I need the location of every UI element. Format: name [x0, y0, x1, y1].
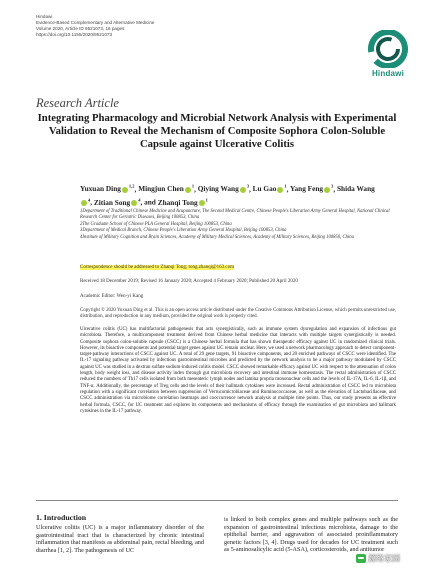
- correspondence-line: [80, 265, 380, 272]
- orcid-icon[interactable]: [240, 187, 246, 193]
- orcid-icon[interactable]: [324, 187, 330, 193]
- hindawi-logo[interactable]: [367, 30, 409, 78]
- author-name: Lu Gao: [252, 184, 277, 194]
- author-name: Shida Wang: [336, 184, 375, 194]
- article-type: Research Article: [36, 96, 119, 110]
- author-name: Yuxuan Ding: [80, 184, 121, 194]
- paper-title: Integrating Pharmacology and Microbial Network Analysis with Experimental Validation to Reveal the Mechanism of Composite Sophora Colon-Soluble Capsule against Ulcerative Colitis: [37, 112, 397, 150]
- watermark-text: 源络家园: [368, 554, 400, 563]
- author-8[interactable]: [158, 198, 208, 207]
- author-affiliation-mark: 1: [284, 184, 287, 189]
- hindawi-logo-icon: [367, 30, 409, 68]
- author-name: Zhanqi Tong: [157, 197, 198, 207]
- chat-icon: [356, 554, 366, 563]
- author-separator: ,: [249, 184, 253, 194]
- orcid-icon[interactable]: [185, 187, 191, 193]
- introduction-left-column: Ulcerative colitis (UC) is a major inflammatory disorder of the gastrointestinal tract that is characterized by chronic intestinal inflammation that manifests as abdominal pain, rectal bleeding, and diarrhea [1, 2]. The pathogenesis of UC: [36, 524, 204, 554]
- watermark: [356, 553, 400, 564]
- copyright-notice: Copyright © 2020 Yuxuan Ding et al. This is an open access article distributed under the Creative Commons Attribution License, which permits unrestricted use, distribution, and reproduction in any medium, provided the original work is properly cited.: [80, 308, 396, 320]
- affiliation-3: 3Department of Medical Branch, Chinese People's Liberation Army General Hospital, Beijing 100853, China: [80, 228, 287, 233]
- academic-editor: Academic Editor: Wen-yi Kang: [80, 294, 144, 299]
- orcid-icon[interactable]: [199, 200, 205, 206]
- author-affiliation-mark: 4: [88, 197, 91, 203]
- author-affiliation-mark: 1,2: [128, 184, 135, 189]
- orcid-icon[interactable]: [122, 187, 128, 193]
- introduction-heading: 1. Introduction: [36, 513, 87, 522]
- author-separator: , and: [140, 197, 158, 207]
- affiliation-2: 2The Graduate School of Chinese PLA General Hospital, Beijing 100853, China: [80, 221, 232, 227]
- author-5[interactable]: [290, 184, 333, 193]
- author-name: Yang Feng: [290, 184, 324, 194]
- affiliation-1: 1Department of Traditional Chinese Medicine and Acupuncture, The Second Medical Centre, Chinese People's Liberation Army General Hospital, National Clinical Research Center for Geriatric Diseases, Beijing 100853, China: [80, 209, 390, 220]
- author-affiliation-mark: 4: [138, 197, 141, 203]
- section-divider: [36, 500, 398, 501]
- author-separator: ,: [134, 184, 139, 194]
- author-affiliation-mark: 1: [205, 197, 208, 203]
- author-affiliation-mark: 3: [246, 184, 249, 189]
- author-4[interactable]: [253, 184, 287, 193]
- author-name: Qiying Wang: [197, 184, 239, 194]
- author-3[interactable]: [198, 184, 249, 193]
- logo-text: Hindawi: [371, 69, 405, 78]
- author-2[interactable]: [138, 184, 194, 193]
- author-separator: ,: [194, 184, 198, 194]
- orcid-icon[interactable]: [277, 187, 283, 193]
- publication-name: Evidence-Based Complementary and Alternative Medicine: [36, 20, 155, 25]
- author-separator: ,: [90, 197, 94, 207]
- abstract-text: Ulcerative colitis (UC) has multifactorial pathogenesis that acts synergistically, such as immune system dysregulation and expansion of infectious gut microbiota. Therefore, a multicomponent treatment derived from Chinese herbal medicine that interacts with multiple targets synergistically is needed. Composite sophora colon-soluble capsule (CSCC) is a Chinese herbal formula that has shown therapeutic efficacy against UC in randomized clinical trials. However, its bioactive components and potential target genes against UC remain unclear. Here, we used a network pharmacology approach to detect component-target-pathway interactions of CSCC against UC. A total of 29 gene targets, 91 bioactive components, and 20 enriched pathways of CSCC were identified. The IL-17 signaling pathway activated by infectious gastrointestinal microbes and predicted by the network analysis to be a major pathway modulated by CSCC against UC was studied in a dextran sulfate sodium-induced colitis model. CSCC showed remarkable efficacy against UC with respect to the attenuation of colon length, body weight loss, and disease activity index through gut microbiota recovery and intestinal immune homeostasis. The rectal administration of CSCC reduced the numbers of Th17 cells isolated from both mesenteric lymph nodes and lamina propria mononuclear cells and the levels of IL-17A, IL-6, IL-1β, and TNF-α. Additionally, the percentage of Treg cells and the levels of their hallmark cytokines were increased. Rectal administration of CSCC led to microbiota regulation with a significant correlation between suppression of Verrucomicrobiaceae and Ruminococcaceae, as well as the elevation of Lactobacillaceae, and CSCC administration via microbiome correlation heatmaps and cooccurrence network analysis at multiple time points. Thus, our study presents an effective herbal formula, CSCC, for UC treatment and explores its components and mechanisms of efficacy through the examination of gut microbiota and hallmark cytokines in the IL-17 pathway.: [80, 327, 396, 414]
- doi-link[interactable]: https://doi.org/10.1155/2020/9521073: [36, 32, 113, 37]
- orcid-icon[interactable]: [81, 200, 87, 206]
- author-separator: ,: [286, 184, 291, 194]
- journal-header: [36, 14, 154, 38]
- affiliation-4: 4Institute of Military Cognition and Brain Sciences, Academy of Military Medical Sciences, Academy of Military Sciences, Beijing 100850, China: [80, 234, 354, 240]
- author-separator: ,: [333, 184, 337, 194]
- journal-name: Hindawi: [36, 14, 53, 19]
- author-name: Zitian Song: [93, 197, 131, 207]
- author-affiliation-mark: 3: [331, 184, 334, 189]
- author-1[interactable]: [80, 184, 135, 193]
- volume-info: Volume 2020, Article ID 9521073, 16 pages: [36, 26, 125, 31]
- introduction-right-column: is linked to both complex genes and multiple pathways such as the expansion of gastrointestinal infectious microbiota, damage to the epithelial barrier, and aggravation of associated proinflammatory genetic factors [3, 4]. Drugs used for decades for UC treatment such as 5-aminosalicylic acid (5-ASA), corticosteroids, and antitumor: [224, 516, 398, 554]
- author-affiliation-mark: 1: [191, 184, 195, 189]
- publication-dates: Received 18 December 2019; Revised 16 January 2020; Accepted 4 February 2020; Published 20 April 2020: [80, 279, 298, 284]
- author-list: [80, 181, 380, 208]
- correspondence-text[interactable]: Correspondence should be addressed to Zhanqi Tong; tong.zhanqi@163.com: [80, 265, 234, 270]
- affiliations: [80, 209, 390, 241]
- author-name: Mingjun Chen: [138, 184, 184, 194]
- orcid-icon[interactable]: [131, 200, 137, 206]
- author-7[interactable]: [94, 198, 141, 207]
